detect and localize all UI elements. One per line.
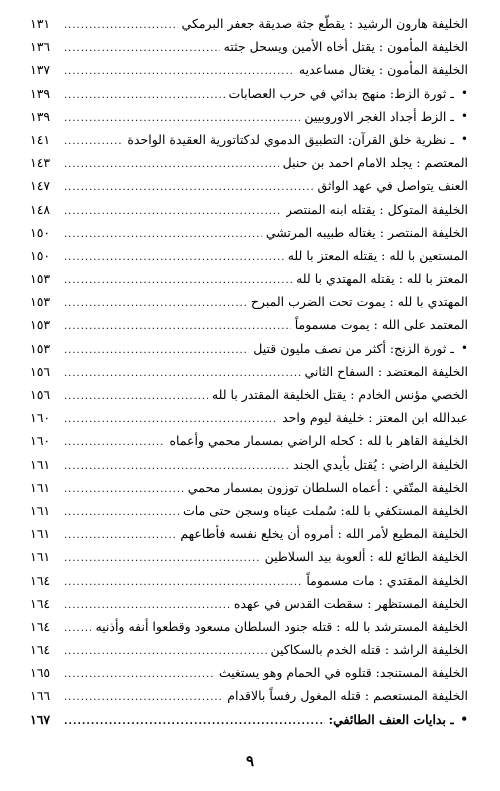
toc-entry-title: الخصي مؤنس الخادم : يقتل الخليفة المقتدر با لله (211, 387, 468, 402)
toc-entry-title: الخليفة المقتدي : مات مسموماً (306, 572, 468, 588)
toc-entry-title: الخليفة المستكفي با لله: سُملت عيناه وسجن حتى مات (182, 502, 468, 518)
toc-entry-title: الخليفة المعتضد : السفاح الثاني (304, 363, 468, 379)
dot-leader (64, 663, 215, 686)
toc-entry-page-number: ١٣١ (30, 16, 51, 31)
toc-entry-title: الخليفة المستظهر : سقطت القدس في عهده (233, 595, 468, 611)
toc-entry (30, 499, 468, 522)
dot-leader (64, 37, 220, 60)
toc-entry (30, 12, 468, 35)
dot-leader (64, 547, 261, 570)
toc-entry-title: الخليفة المأمون : يقتل أخاه الأمين ويسحل جثته (223, 39, 468, 55)
toc-entry (30, 684, 468, 707)
toc-entry-page-number: ١٣٩ (30, 85, 51, 101)
toc-entry-title: الخليفة الراضي : يُقتل بأيدي الجند (293, 456, 468, 472)
toc-entry-page-number: ١٦٧ (30, 711, 51, 727)
toc-entry (30, 406, 468, 429)
toc-entry-title: الخليفة المأمون : يغتال مساعديه (298, 62, 468, 78)
toc-entry-title: • ـ ثورة الزنج: أكثر من نصف مليون قتيل (253, 340, 454, 356)
dot-leader (64, 269, 292, 292)
toc-entry (30, 174, 468, 197)
dot-leader (64, 571, 302, 594)
toc-entry-title: • ـ الزط أجداد الغجر الاوروبيين (304, 108, 454, 124)
page-number: ٩ (245, 752, 255, 770)
toc-entry (30, 708, 468, 731)
toc-entry-title: الخليفة القاهر با لله : كحله الراضي بمسمار محمي وأعماه (169, 433, 468, 449)
toc-entry-page-number: ١٥٣ (30, 340, 51, 356)
toc-entry-title: الخليفة المسترشد با لله : قتله جنود السلطان مسعود وقطعوا أنفه وأذنيه (95, 618, 468, 634)
toc-entry-title: • ـ ثورة الزط: منهج بدائي في حرب العصابات (228, 85, 454, 101)
dot-leader (64, 431, 165, 454)
toc-entry-title: • ـ نظرية خلق القرآن: التطبيق الدموي لدكتاتورية العقيدة الواحدة (127, 131, 454, 147)
toc-entry-page-number: ١٤٧ (30, 178, 51, 194)
dot-leader (64, 130, 123, 153)
dot-leader (64, 710, 325, 733)
toc-entry-page-number: ١٥٣ (30, 271, 51, 287)
toc-entry (30, 337, 468, 360)
toc-entry (30, 592, 468, 615)
toc-entry (30, 267, 468, 290)
toc-entry (30, 82, 468, 105)
toc-entry (30, 661, 468, 684)
toc-entry-title: الخليفة المتّقي : أعماه السلطان توزون بمسمار محمي (187, 479, 468, 495)
toc-entry-title: الخليفة الراشد : قتله الخدم بالسكاكين (270, 642, 468, 658)
toc-entry-title: الخليفة المستنجد: قتلوه في الحمام وهو يستغيث (218, 665, 468, 681)
toc-entry (30, 35, 468, 58)
toc-entry-page-number: ١٥٠ (30, 224, 51, 240)
dot-leader (64, 315, 291, 338)
toc-entry-page-number: ١٤٣ (30, 155, 51, 171)
toc-entry (30, 429, 468, 452)
toc-entry (30, 360, 468, 383)
dot-leader (64, 292, 247, 315)
toc-entry-page-number: ١٥٣ (30, 294, 51, 310)
toc-entry (30, 290, 468, 313)
dot-leader (64, 362, 301, 385)
dot-leader (64, 478, 184, 501)
toc-entry-page-number: ١٤٨ (30, 201, 51, 217)
dot-leader (64, 339, 249, 362)
toc-entry-title: الخليفة المنتصر : يغتاله طبيبه المرتشي (265, 224, 468, 240)
dot-leader (64, 14, 178, 37)
toc-entry-title: الخليفة المتوكل : يقتله ابنه المنتصر (285, 201, 468, 217)
toc-entry-title: المهتدي با لله : يموت تحت الضرب المبرح (250, 294, 468, 310)
toc-entry (30, 105, 468, 128)
toc-entry-title: الخليفة المستعصم : قتله المغول رفساً بالاقدام (227, 688, 468, 704)
toc-entry (30, 476, 468, 499)
toc-entry-page-number: ١٥٦ (30, 387, 51, 402)
toc-entry-title: الخليفة الطائع لله : ألعوبة بيد السلاطين (264, 549, 468, 565)
dot-leader (64, 107, 300, 130)
toc-entry-page-number: ١٦٦ (30, 688, 51, 704)
toc-entry-page-number: ١٦٤ (30, 595, 51, 611)
dot-leader (64, 176, 314, 199)
toc-entry-title: • ـ بدايات العنف الطائفي: (328, 711, 454, 727)
toc-entry (30, 638, 468, 661)
toc-entry-page-number: ١٦٠ (30, 410, 51, 426)
toc-entry (30, 615, 468, 638)
dot-leader (64, 524, 176, 547)
toc-entry (30, 198, 468, 221)
toc-entry-page-number: ١٦١ (30, 502, 51, 518)
dot-leader (64, 686, 223, 709)
toc-entry-page-number: ١٣٦ (30, 39, 51, 55)
dot-leader (64, 617, 91, 640)
dot-leader (64, 640, 267, 663)
toc-entry-title: عبدالله ابن المعتز : خليفة ليوم واحد (282, 410, 468, 426)
toc-entry-title: المعتصم : يجلد الامام احمد بن حنبل (282, 155, 468, 171)
toc-entry (30, 151, 468, 174)
toc-entry-title: المعتز با لله : يقتله المهتدي با لله (296, 271, 468, 287)
toc-entry-page-number: ١٦٥ (30, 665, 51, 681)
toc-entry (30, 313, 468, 336)
dot-leader (64, 84, 225, 107)
toc-entry (30, 244, 468, 267)
toc-entry (30, 453, 468, 476)
toc-entry-page-number: ١٣٧ (30, 62, 51, 78)
toc-entry-page-number: ١٦١ (30, 526, 51, 542)
toc-entry-title: المستعين با لله : يقتله المعتز با لله (287, 247, 468, 263)
toc-entry-page-number: ١٦٠ (30, 433, 51, 449)
dot-leader (64, 153, 279, 176)
table-of-contents (30, 12, 468, 731)
toc-entry (30, 569, 468, 592)
toc-entry (30, 221, 468, 244)
dot-leader (64, 594, 230, 617)
dot-leader (64, 385, 208, 408)
toc-entry-page-number: ١٥٠ (30, 247, 51, 263)
toc-entry (30, 545, 468, 568)
dot-leader (64, 60, 295, 83)
toc-entry-page-number: ١٤١ (30, 131, 51, 147)
toc-entry-page-number: ١٦١ (30, 549, 51, 565)
toc-entry-title: الخليفة هارون الرشيد : يقطّع جثة صديقة جعفر البرمكي (181, 16, 468, 31)
toc-entry (30, 58, 468, 81)
toc-entry (30, 522, 468, 545)
toc-entry-page-number: ١٦٤ (30, 642, 51, 658)
dot-leader (64, 223, 262, 246)
dot-leader (64, 501, 179, 524)
toc-entry-page-number: ١٥٦ (30, 363, 51, 379)
toc-entry-title: المعتمد على الله : يموت مسموماً (294, 317, 468, 333)
toc-entry (30, 128, 468, 151)
dot-leader (64, 455, 289, 478)
toc-entry (30, 383, 468, 406)
toc-entry-title: الخليفة المطيع لأمر الله : أمروه أن يخلع نفسه فأطاعهم (180, 526, 468, 542)
toc-entry-title: العنف يتواصل في عهد الواثق (317, 178, 468, 194)
dot-leader (64, 200, 282, 223)
toc-entry-page-number: ١٦٤ (30, 618, 51, 634)
dot-leader (64, 246, 284, 269)
toc-entry-page-number: ١٦٤ (30, 572, 51, 588)
toc-entry-page-number: ١٣٩ (30, 108, 51, 124)
toc-entry-page-number: ١٥٣ (30, 317, 51, 333)
toc-entry-page-number: ١٦١ (30, 456, 51, 472)
dot-leader (64, 408, 278, 431)
toc-entry-page-number: ١٦١ (30, 479, 51, 495)
